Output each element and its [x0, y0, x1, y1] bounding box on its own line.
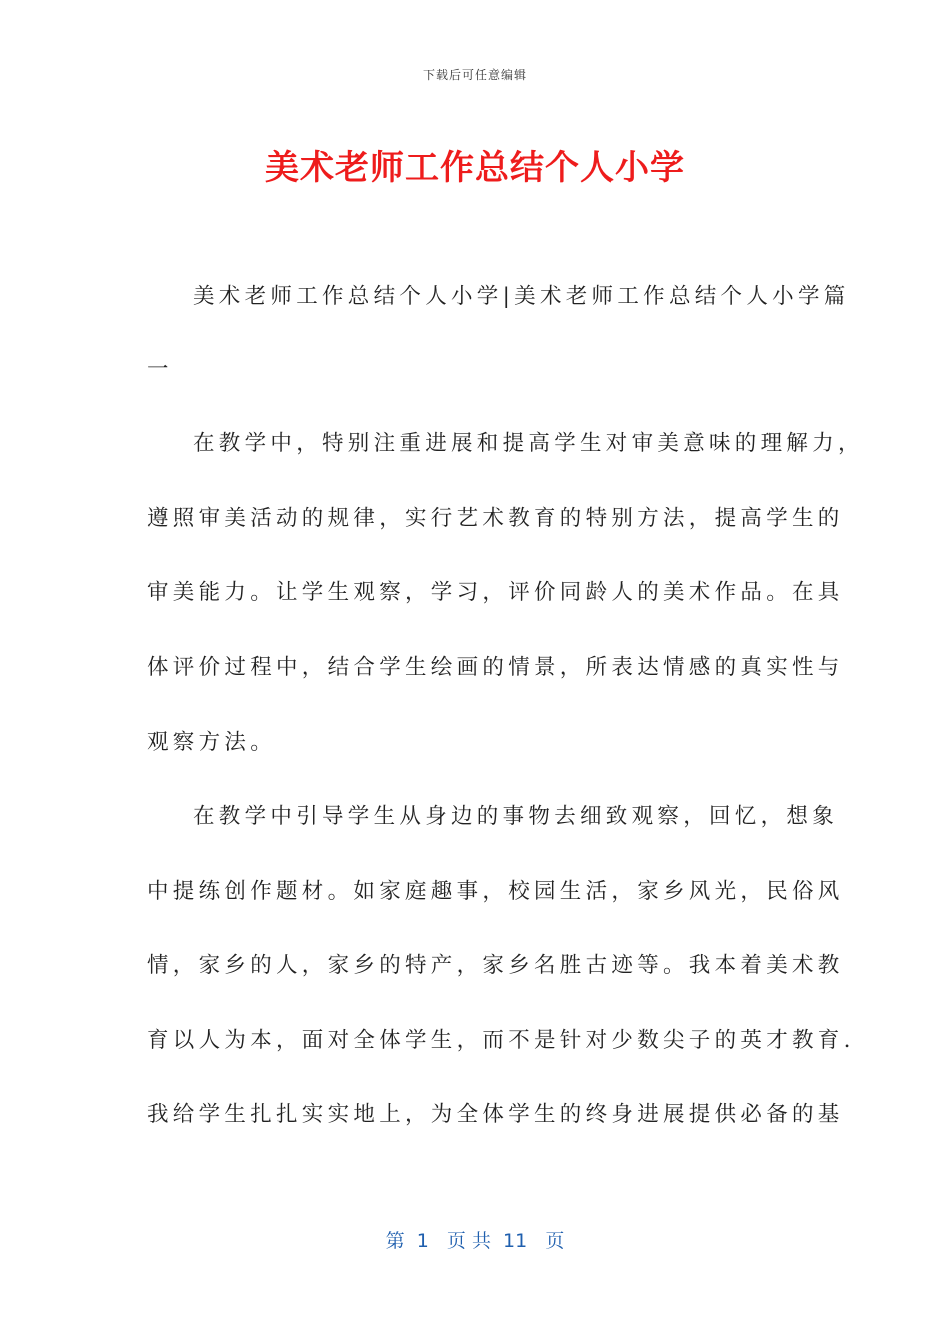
paragraph-line: 体评价过程中，结合学生绘画的情景，所表达情感的真实性与	[147, 655, 844, 680]
paragraph-line: 育以人为本，面对全体学生，而不是针对少数尖子的英才教育.	[147, 1028, 855, 1053]
document-title: 美术老师工作总结个人小学	[265, 148, 685, 188]
header-note: 下载后可任意编辑	[422, 68, 527, 82]
paragraph-line: 我给学生扎扎实实地上，为全体学生的终身进展提供必备的基	[147, 1102, 844, 1127]
paragraph-line: 观察方法。	[147, 730, 277, 755]
paragraph-line: 一	[147, 357, 173, 382]
paragraph-line: 审美能力。让学生观察，学习，评价同龄人的美术作品。在具	[147, 580, 844, 605]
paragraph-line: 在教学中引导学生从身边的事物去细致观察，回忆，想象	[193, 804, 839, 829]
page-number-footer: 第 1 页 共 11 页	[385, 1230, 565, 1252]
paragraph-line: 在教学中，特别注重进展和提高学生对审美意味的理解力，	[193, 431, 864, 456]
paragraph-line: 遵照审美活动的规律，实行艺术教育的特别方法，提高学生的	[147, 506, 844, 531]
paragraph-line: 中提练创作题材。如家庭趣事，校园生活，家乡风光，民俗风	[147, 879, 844, 904]
paragraph-line: 情，家乡的人，家乡的特产，家乡名胜古迹等。我本着美术教	[147, 953, 844, 978]
paragraph-line: 美术老师工作总结个人小学|美术老师工作总结个人小学篇	[193, 284, 850, 309]
